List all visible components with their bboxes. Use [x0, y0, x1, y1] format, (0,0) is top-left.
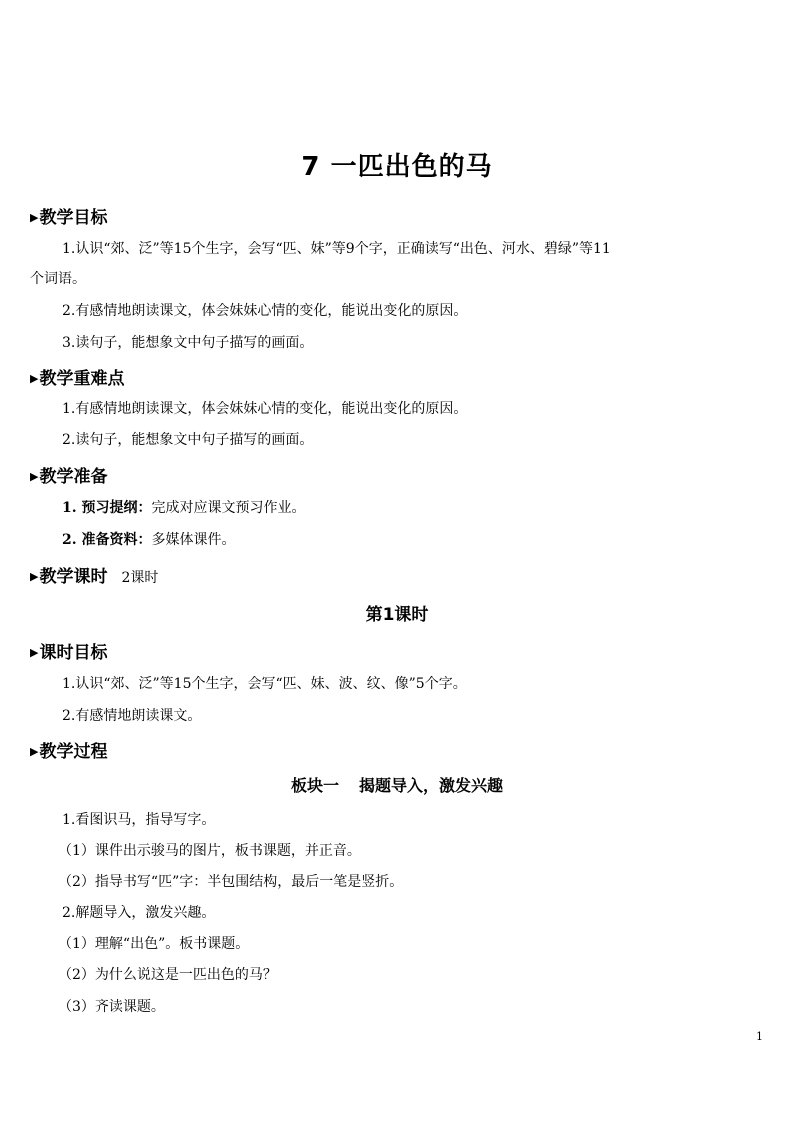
preparation-item-2: 2. 准备资料：多媒体课件。: [62, 532, 236, 548]
section-heading-hours: ▶教学课时 2课时: [30, 567, 159, 587]
objective-item-3: 3.读句子，能想象文中句子描写的画面。: [62, 335, 314, 351]
step-2: 2.解题导入，激发兴趣。: [62, 905, 216, 921]
objective-item-1-cont: 个词语。: [30, 271, 86, 287]
page-number: 1: [756, 1030, 763, 1043]
step-1: 1.看图识马，指导写字。: [62, 812, 216, 828]
triangle-marker-icon: ▶: [30, 745, 39, 758]
step-2-2: （2）为什么说这是一匹出色的马？: [58, 967, 277, 983]
step-1-2: （2）指导书写“匹”字：半包围结构，最后一笔是竖折。: [58, 874, 404, 890]
section-heading-process: ▶教学过程: [30, 742, 108, 762]
triangle-marker-icon: ▶: [30, 570, 39, 583]
section-heading-goals: ▶课时目标: [30, 643, 108, 663]
lesson-title: 第1课时: [365, 605, 429, 625]
step-2-3: （3）齐读课题。: [58, 999, 165, 1015]
triangle-marker-icon: ▶: [30, 646, 39, 659]
triangle-marker-icon: ▶: [30, 211, 39, 224]
goal-item-2: 2.有感情地朗读课文。: [62, 708, 202, 724]
triangle-marker-icon: ▶: [30, 470, 39, 483]
section-heading-objectives: ▶教学目标: [30, 208, 108, 228]
goal-item-1: 1.认识“郊、泛”等15个生字，会写“匹、妹、波、纹、像”5个字。: [62, 676, 467, 692]
page-title: 7 一匹出色的马: [301, 152, 493, 182]
preparation-item-1: 1. 预习提纲：完成对应课文预习作业。: [62, 500, 306, 516]
step-2-1: （1）理解“出色”。板书课题。: [58, 936, 250, 952]
step-1-1: （1）课件出示骏马的图片，板书课题，并正音。: [58, 843, 361, 859]
section-heading-keypoints: ▶教学重难点: [30, 369, 125, 389]
objective-item-2: 2.有感情地朗读课文，体会妹妹心情的变化，能说出变化的原因。: [62, 303, 468, 319]
block-heading: 板块一 揭题导入，激发兴趣: [290, 776, 504, 795]
triangle-marker-icon: ▶: [30, 372, 39, 385]
section-heading-preparation: ▶教学准备: [30, 467, 108, 487]
keypoint-item-1: 1.有感情地朗读课文，体会妹妹心情的变化，能说出变化的原因。: [62, 401, 468, 417]
keypoint-item-2: 2.读句子，能想象文中句子描写的画面。: [62, 432, 314, 448]
objective-item-1: 1.认识“郊、泛”等15个生字，会写“匹、妹”等9个字，正确读写“出色、河水、碧绿”等11: [62, 241, 611, 257]
hours-value: 2课时: [121, 570, 159, 586]
